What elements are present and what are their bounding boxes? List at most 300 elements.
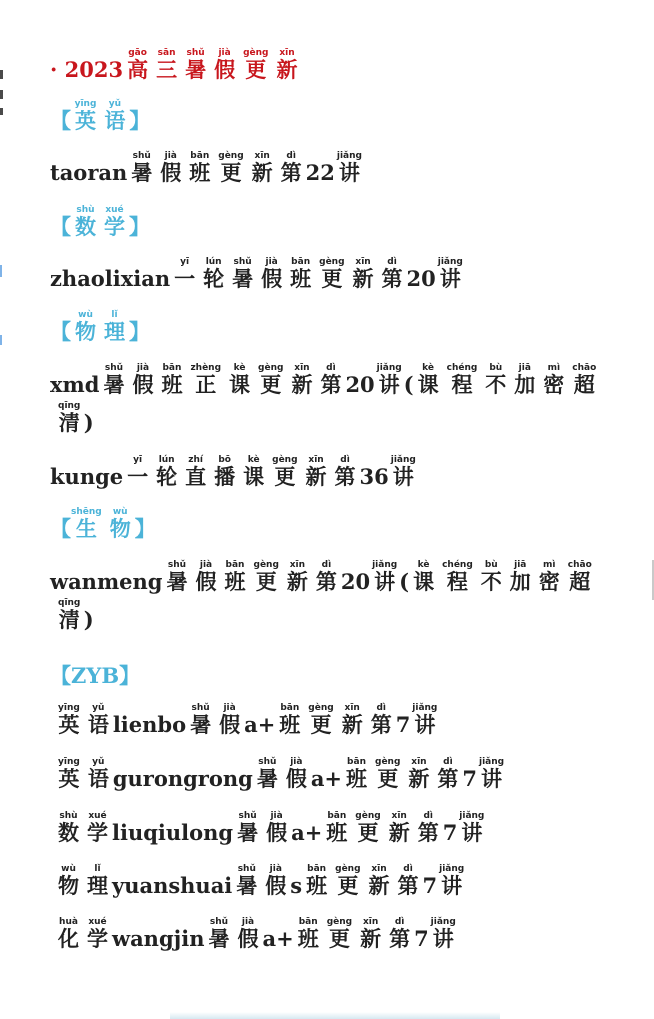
hanzi-char: 第 — [315, 569, 337, 594]
hanzi-with-pinyin — [352, 257, 374, 291]
hanzi-with-pinyin — [459, 811, 485, 845]
pinyin-annotation: jiǎng — [459, 811, 485, 821]
pinyin-annotation: shǔ — [256, 757, 278, 767]
pinyin-annotation: bù — [480, 560, 502, 570]
hanzi-with-pinyin — [156, 455, 178, 489]
hanzi-with-pinyin — [75, 310, 96, 344]
pinyin-annotation: shù — [75, 205, 96, 215]
pinyin-annotation: shù — [58, 811, 79, 821]
hanzi-with-pinyin — [74, 99, 97, 133]
hanzi-with-pinyin — [439, 864, 465, 898]
hanzi-char: 假 — [265, 873, 287, 898]
hanzi-with-pinyin — [319, 257, 345, 291]
hanzi-with-pinyin — [442, 560, 473, 594]
hanzi-with-pinyin — [372, 560, 398, 594]
pinyin-annotation: kè — [229, 363, 251, 373]
hanzi-char: 数 — [58, 820, 79, 845]
pinyin-annotation: jiǎng — [376, 363, 402, 373]
hanzi-char: 直 — [185, 464, 207, 489]
hanzi-with-pinyin — [58, 703, 80, 737]
pinyin-annotation: gèng — [258, 363, 284, 373]
hanzi-char: 第 — [397, 873, 419, 898]
hanzi-char: 清 — [58, 607, 81, 632]
latin-text: wanmeng — [50, 569, 163, 594]
hanzi-char: 新 — [305, 464, 327, 489]
hanzi-char: 三 — [156, 57, 178, 82]
pinyin-annotation: gèng — [243, 48, 269, 58]
latin-text: · 2023 — [50, 57, 124, 82]
latin-text: 【 — [50, 319, 71, 344]
hanzi-with-pinyin — [346, 757, 368, 791]
pinyin-annotation: mì — [538, 560, 560, 570]
hanzi-char: 加 — [514, 372, 536, 397]
hanzi-char: 语 — [104, 108, 126, 133]
hanzi-with-pinyin — [208, 917, 230, 951]
hanzi-with-pinyin — [297, 917, 319, 951]
hanzi-char: 程 — [446, 372, 478, 397]
hanzi-with-pinyin — [335, 864, 361, 898]
hanzi-with-pinyin — [360, 917, 382, 951]
hanzi-with-pinyin — [276, 48, 298, 82]
hanzi-char: 第 — [334, 464, 356, 489]
pinyin-annotation: gāo — [127, 48, 149, 58]
course-entry — [50, 560, 596, 596]
hanzi-char: 更 — [243, 57, 269, 82]
hanzi-char: 班 — [306, 873, 328, 898]
hanzi-with-pinyin — [58, 598, 81, 632]
hanzi-char: 假 — [266, 820, 288, 845]
pinyin-annotation: shǔ — [232, 257, 254, 267]
hanzi-with-pinyin — [376, 363, 402, 397]
pinyin-annotation: jiā — [509, 560, 531, 570]
hanzi-with-pinyin — [306, 864, 328, 898]
pinyin-annotation: gèng — [319, 257, 345, 267]
pinyin-annotation: lún — [156, 455, 178, 465]
pinyin-annotation: jià — [237, 917, 259, 927]
pinyin-annotation: bān — [161, 363, 183, 373]
hanzi-char: 第 — [370, 712, 392, 737]
pinyin-annotation: dì — [397, 864, 419, 874]
course-entry — [54, 811, 488, 847]
hanzi-char: 暑 — [256, 766, 278, 791]
hanzi-with-pinyin — [567, 560, 592, 594]
hanzi-with-pinyin — [104, 205, 125, 239]
hanzi-char: 加 — [509, 569, 531, 594]
hanzi-char: 暑 — [236, 873, 258, 898]
pinyin-annotation: xīn — [286, 560, 308, 570]
hanzi-with-pinyin — [185, 455, 207, 489]
hanzi-char: 理 — [87, 873, 108, 898]
hanzi-with-pinyin — [174, 257, 196, 291]
pinyin-annotation: jiǎng — [372, 560, 398, 570]
latin-text: ) — [83, 607, 94, 632]
pinyin-annotation: bān — [279, 703, 301, 713]
hanzi-char: 新 — [251, 160, 273, 185]
hanzi-char: 英 — [58, 712, 80, 737]
pinyin-annotation: chāo — [572, 363, 597, 373]
hanzi-char: 更 — [355, 820, 381, 845]
pinyin-annotation: jiǎng — [439, 864, 465, 874]
hanzi-char: 班 — [346, 766, 368, 791]
pinyin-annotation: lǐ — [87, 864, 108, 874]
hanzi-with-pinyin — [261, 257, 283, 291]
hanzi-char: 班 — [224, 569, 246, 594]
pinyin-annotation: bān — [290, 257, 312, 267]
hanzi-char: 班 — [161, 372, 183, 397]
latin-text: ) — [83, 410, 94, 435]
pinyin-annotation: chéng — [446, 363, 478, 373]
course-entry — [50, 363, 600, 399]
hanzi-with-pinyin — [229, 363, 251, 397]
subject-heading — [50, 660, 140, 690]
hanzi-char: 程 — [442, 569, 473, 594]
pinyin-annotation: shǔ — [190, 703, 212, 713]
pinyin-annotation: xīn — [352, 257, 374, 267]
pinyin-annotation: xué — [87, 811, 108, 821]
hanzi-with-pinyin — [355, 811, 381, 845]
hanzi-char: 新 — [408, 766, 430, 791]
hanzi-char: 讲 — [430, 926, 456, 951]
left-edge-mark-blue — [0, 335, 2, 345]
pinyin-annotation: shǔ — [208, 917, 230, 927]
hanzi-with-pinyin — [320, 363, 342, 397]
latin-text: kunge — [50, 464, 124, 489]
pinyin-annotation: gèng — [272, 455, 298, 465]
hanzi-char: 第 — [437, 766, 459, 791]
hanzi-char: 英 — [58, 766, 80, 791]
hanzi-with-pinyin — [408, 757, 430, 791]
latin-text: a+ — [310, 766, 343, 791]
hanzi-char: 新 — [360, 926, 382, 951]
pinyin-annotation: gèng — [355, 811, 381, 821]
hanzi-char: 密 — [543, 372, 565, 397]
hanzi-with-pinyin — [75, 205, 96, 239]
hanzi-with-pinyin — [479, 757, 505, 791]
hanzi-char: 讲 — [479, 766, 505, 791]
bottom-shadow — [170, 1012, 500, 1019]
pinyin-annotation: shǔ — [131, 151, 153, 161]
hanzi-char: 一 — [174, 266, 196, 291]
pinyin-annotation: shǔ — [236, 864, 258, 874]
latin-text: 7 — [422, 873, 438, 898]
hanzi-char: 新 — [286, 569, 308, 594]
hanzi-char: 第 — [381, 266, 403, 291]
pinyin-annotation: huà — [58, 917, 79, 927]
hanzi-char: 学 — [87, 926, 108, 951]
subject-heading — [50, 507, 156, 543]
latin-text: 【 — [50, 108, 71, 133]
hanzi-with-pinyin — [286, 560, 308, 594]
left-edge-mark — [0, 108, 3, 115]
pinyin-annotation: jiā — [514, 363, 536, 373]
course-entry — [54, 703, 441, 739]
pinyin-annotation: xué — [87, 917, 108, 927]
pinyin-annotation: dì — [320, 363, 342, 373]
pinyin-annotation: xīn — [360, 917, 382, 927]
hanzi-with-pinyin — [437, 257, 463, 291]
pinyin-annotation: kè — [243, 455, 265, 465]
hanzi-char: 暑 — [190, 712, 212, 737]
latin-text: 【 — [50, 214, 71, 239]
hanzi-with-pinyin — [543, 363, 565, 397]
latin-text: 20 — [345, 372, 375, 397]
latin-text: 20 — [340, 569, 371, 594]
hanzi-with-pinyin — [214, 48, 236, 82]
pinyin-annotation: yǔ — [87, 757, 109, 767]
hanzi-with-pinyin — [87, 703, 109, 737]
pinyin-annotation: jiǎng — [412, 703, 438, 713]
latin-text: 】 — [129, 108, 151, 133]
hanzi-char: 暑 — [237, 820, 259, 845]
hanzi-char: 新 — [291, 372, 313, 397]
hanzi-char: 第 — [417, 820, 439, 845]
hanzi-with-pinyin — [161, 363, 183, 397]
pinyin-annotation: shǔ — [103, 363, 125, 373]
hanzi-with-pinyin — [279, 703, 301, 737]
course-entry-continuation — [54, 598, 94, 634]
hanzi-with-pinyin — [334, 455, 356, 489]
hanzi-char: 新 — [341, 712, 363, 737]
hanzi-with-pinyin — [58, 864, 79, 898]
pinyin-annotation: gèng — [326, 917, 353, 927]
pinyin-annotation: dì — [381, 257, 403, 267]
latin-text: 7 — [395, 712, 411, 737]
pinyin-annotation: jià — [285, 757, 307, 767]
hanzi-with-pinyin — [218, 151, 244, 185]
pinyin-annotation: jià — [214, 48, 236, 58]
hanzi-with-pinyin — [127, 48, 149, 82]
pinyin-annotation: dì — [334, 455, 356, 465]
hanzi-char: 讲 — [376, 372, 402, 397]
hanzi-char: 班 — [326, 820, 348, 845]
pinyin-annotation: bān — [326, 811, 348, 821]
latin-text: 】 — [129, 319, 150, 344]
pinyin-annotation: xué — [104, 205, 125, 215]
hanzi-with-pinyin — [305, 455, 327, 489]
pinyin-annotation: qīng — [58, 401, 81, 411]
pinyin-annotation: yǔ — [104, 99, 126, 109]
hanzi-with-pinyin — [538, 560, 560, 594]
hanzi-with-pinyin — [109, 507, 131, 541]
pinyin-annotation: yǔ — [87, 703, 109, 713]
hanzi-with-pinyin — [232, 257, 254, 291]
hanzi-char: 课 — [243, 464, 265, 489]
hanzi-with-pinyin — [71, 507, 102, 541]
hanzi-char: 新 — [276, 57, 298, 82]
pinyin-annotation: jià — [266, 811, 288, 821]
hanzi-with-pinyin — [103, 363, 125, 397]
pinyin-annotation: jiǎng — [390, 455, 416, 465]
hanzi-with-pinyin — [243, 48, 269, 82]
pinyin-annotation: jià — [265, 864, 287, 874]
hanzi-char: 暑 — [232, 266, 254, 291]
hanzi-char: 假 — [160, 160, 182, 185]
hanzi-char: 假 — [237, 926, 259, 951]
pinyin-annotation: wù — [58, 864, 79, 874]
hanzi-char: 语 — [87, 766, 109, 791]
pinyin-annotation: bān — [306, 864, 328, 874]
hanzi-char: 一 — [127, 464, 149, 489]
pinyin-annotation: gèng — [253, 560, 279, 570]
hanzi-with-pinyin — [127, 455, 149, 489]
hanzi-with-pinyin — [326, 811, 348, 845]
course-entry — [50, 455, 420, 491]
latin-text: 【 — [50, 516, 71, 541]
hanzi-with-pinyin — [370, 703, 392, 737]
hanzi-with-pinyin — [388, 811, 410, 845]
pinyin-annotation: jiǎng — [430, 917, 456, 927]
course-entry — [50, 151, 366, 187]
hanzi-char: 更 — [375, 766, 401, 791]
hanzi-char: 不 — [480, 569, 502, 594]
latin-text: 】 — [134, 516, 156, 541]
latin-text: gurongrong — [112, 766, 253, 791]
hanzi-with-pinyin — [315, 560, 337, 594]
hanzi-char: 生 — [71, 516, 102, 541]
latin-text: a+ — [262, 926, 294, 951]
hanzi-char: 第 — [320, 372, 342, 397]
pinyin-annotation: shēng — [71, 507, 102, 517]
hanzi-with-pinyin — [87, 864, 108, 898]
hanzi-char: 第 — [280, 160, 302, 185]
hanzi-with-pinyin — [368, 864, 390, 898]
hanzi-with-pinyin — [485, 363, 507, 397]
hanzi-char: 更 — [308, 712, 334, 737]
latin-text: xmd — [50, 372, 100, 397]
hanzi-with-pinyin — [189, 151, 211, 185]
pinyin-annotation: xīn — [305, 455, 327, 465]
latin-text: lienbo — [112, 712, 187, 737]
hanzi-with-pinyin — [430, 917, 456, 951]
course-entry — [50, 257, 467, 293]
hanzi-char: 更 — [335, 873, 361, 898]
hanzi-with-pinyin — [237, 917, 259, 951]
hanzi-char: 更 — [253, 569, 279, 594]
hanzi-with-pinyin — [272, 455, 298, 489]
hanzi-char: 新 — [352, 266, 374, 291]
pinyin-annotation: jià — [195, 560, 217, 570]
pinyin-annotation: bō — [214, 455, 236, 465]
latin-text: s — [290, 873, 303, 898]
hanzi-char: 课 — [417, 372, 439, 397]
latin-text: a+ — [291, 820, 323, 845]
hanzi-with-pinyin — [375, 757, 401, 791]
hanzi-with-pinyin — [417, 363, 439, 397]
hanzi-with-pinyin — [104, 310, 125, 344]
hanzi-char: 物 — [75, 319, 96, 344]
pinyin-annotation: dì — [280, 151, 302, 161]
latin-text: 7 — [414, 926, 429, 951]
hanzi-with-pinyin — [572, 363, 597, 397]
pinyin-annotation: bān — [297, 917, 319, 927]
pinyin-annotation: yīng — [74, 99, 97, 109]
pinyin-annotation: qīng — [58, 598, 81, 608]
hanzi-with-pinyin — [509, 560, 531, 594]
pinyin-annotation: jià — [132, 363, 154, 373]
hanzi-char: 讲 — [372, 569, 398, 594]
pinyin-annotation: xīn — [251, 151, 273, 161]
hanzi-char: 物 — [109, 516, 131, 541]
hanzi-with-pinyin — [251, 151, 273, 185]
latin-text: 7 — [462, 766, 478, 791]
pinyin-annotation: bān — [224, 560, 246, 570]
pinyin-annotation: dì — [417, 811, 439, 821]
hanzi-with-pinyin — [58, 917, 79, 951]
latin-text: a+ — [244, 712, 276, 737]
latin-text: taoran — [50, 160, 128, 185]
hanzi-with-pinyin — [243, 455, 265, 489]
pinyin-annotation: dì — [315, 560, 337, 570]
hanzi-with-pinyin — [266, 811, 288, 845]
hanzi-char: 暑 — [131, 160, 153, 185]
pinyin-annotation: chéng — [442, 560, 473, 570]
pinyin-annotation: gèng — [375, 757, 401, 767]
pinyin-annotation: shǔ — [185, 48, 207, 58]
pinyin-annotation: sān — [156, 48, 178, 58]
hanzi-with-pinyin — [132, 363, 154, 397]
hanzi-char: 讲 — [459, 820, 485, 845]
hanzi-char: 课 — [229, 372, 251, 397]
hanzi-char: 更 — [218, 160, 244, 185]
pinyin-annotation: kè — [417, 363, 439, 373]
hanzi-with-pinyin — [514, 363, 536, 397]
hanzi-char: 理 — [104, 319, 125, 344]
pinyin-annotation: shǔ — [166, 560, 188, 570]
pinyin-annotation: mì — [543, 363, 565, 373]
hanzi-with-pinyin — [258, 363, 284, 397]
course-entry — [54, 864, 468, 900]
hanzi-with-pinyin — [131, 151, 153, 185]
pinyin-annotation: zhí — [185, 455, 207, 465]
hanzi-with-pinyin — [104, 99, 126, 133]
hanzi-char: 暑 — [103, 372, 125, 397]
hanzi-with-pinyin — [265, 864, 287, 898]
hanzi-char: 暑 — [185, 57, 207, 82]
pinyin-annotation: xīn — [341, 703, 363, 713]
pinyin-annotation: gèng — [218, 151, 244, 161]
latin-text: ( — [403, 372, 414, 397]
latin-text: 20 — [406, 266, 436, 291]
hanzi-char: 更 — [326, 926, 353, 951]
hanzi-char: 第 — [389, 926, 411, 951]
pinyin-annotation: xīn — [368, 864, 390, 874]
hanzi-char: 超 — [567, 569, 592, 594]
hanzi-char: 英 — [74, 108, 97, 133]
pinyin-annotation: shǔ — [237, 811, 259, 821]
hanzi-with-pinyin — [326, 917, 353, 951]
hanzi-char: 物 — [58, 873, 79, 898]
hanzi-char: 班 — [297, 926, 319, 951]
latin-text: ( — [399, 569, 410, 594]
hanzi-char: 语 — [87, 712, 109, 737]
hanzi-with-pinyin — [446, 363, 478, 397]
hanzi-char: 假 — [285, 766, 307, 791]
hanzi-with-pinyin — [190, 363, 222, 397]
hanzi-with-pinyin — [236, 864, 258, 898]
hanzi-with-pinyin — [256, 757, 278, 791]
hanzi-with-pinyin — [285, 757, 307, 791]
pinyin-annotation: lǐ — [104, 310, 125, 320]
subject-heading — [50, 310, 150, 346]
hanzi-with-pinyin — [237, 811, 259, 845]
hanzi-char: 讲 — [336, 160, 362, 185]
pinyin-annotation: jià — [219, 703, 241, 713]
pinyin-annotation: yī — [174, 257, 196, 267]
pinyin-annotation: jiǎng — [479, 757, 505, 767]
pinyin-annotation: lún — [203, 257, 225, 267]
hanzi-char: 数 — [75, 214, 96, 239]
hanzi-char: 播 — [214, 464, 236, 489]
